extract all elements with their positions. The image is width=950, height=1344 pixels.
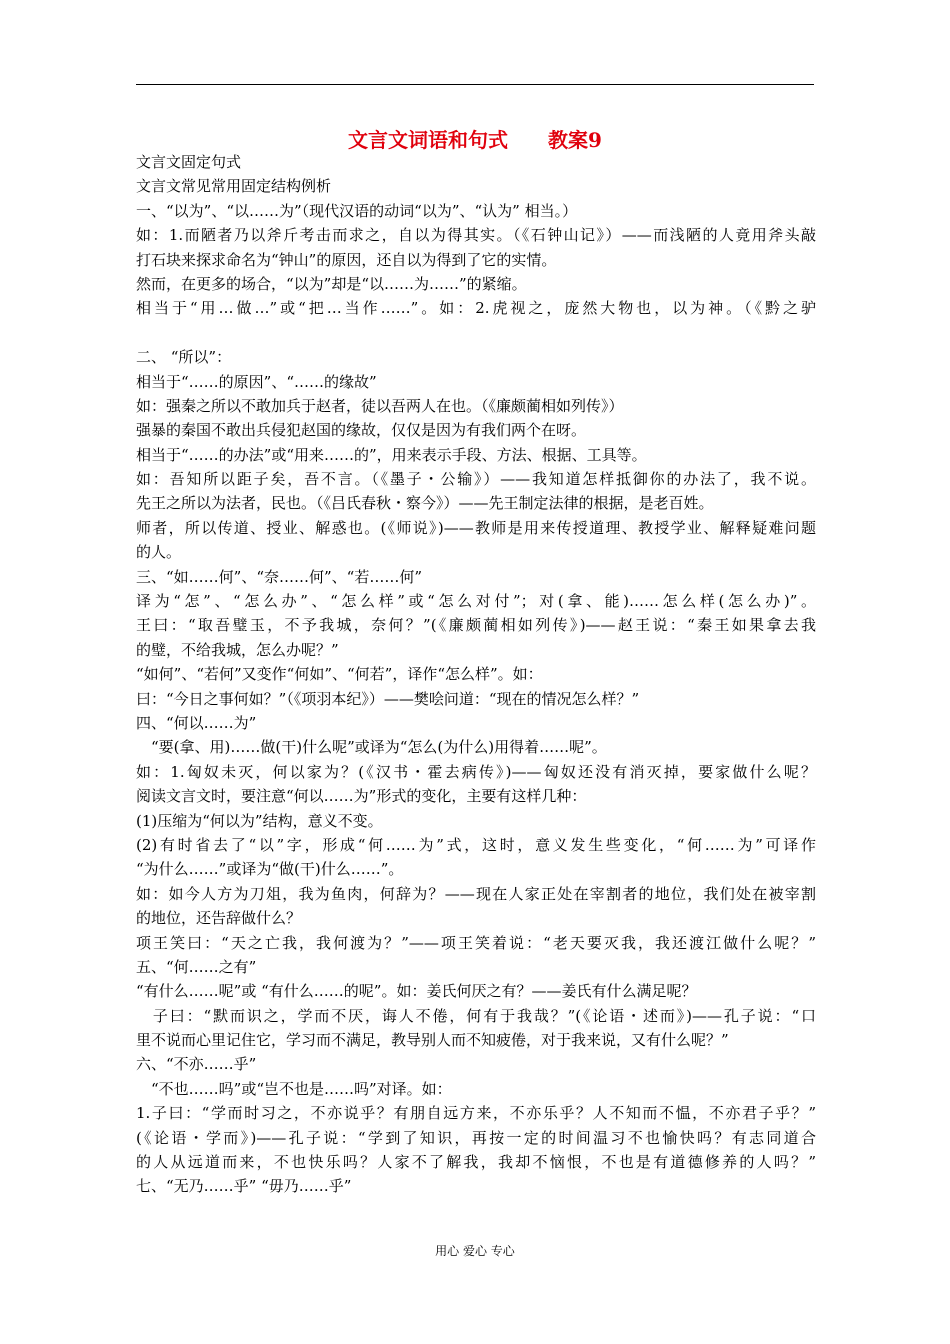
text-line: 相当于“……的办法”或“用来……的”，用来表示手段、方法、根据、工具等。 <box>136 445 647 464</box>
text-line: “有什么……呢”或 “有什么……的呢”。如：姜氏何厌之有？——姜氏有什么满足呢？ <box>136 982 697 1001</box>
page-footer: 用心 爱心 专心 <box>435 1244 515 1258</box>
text-line: 子曰：“默而识之，学而不厌，诲人不倦，何有于我哉？”(《论语・述而》)——孔子说：“口 <box>136 1006 816 1025</box>
text-line: 的人从远道而来，不也快乐吗？人家不了解我，我却不恼恨，不也是有道德修养的人吗？” <box>136 1153 816 1172</box>
text-line: 打石块来探求命名为“钟山”的原因，还自以为得到了它的实情。 <box>136 250 557 269</box>
text-line: (1)压缩为“何以为”结构，意义不变。 <box>136 811 383 830</box>
text-line: 曰：“今日之事何如？”（《项羽本纪》）——樊哙问道：“现在的情况怎么样？” <box>136 689 640 708</box>
text-line: 的人。 <box>136 543 182 562</box>
text-line: 四、“何以……为” <box>136 713 257 732</box>
text-line: 师者，所以传道、授业、解惑也。(《师说》)——教师是用来传授道理、教授学业、解释疑难问题 <box>136 518 816 537</box>
text-line: 先王之所以为法者，民也。（《吕氏春秋・察今》）——先王制定法律的根据，是老百姓。 <box>136 494 714 513</box>
text-line: 如：强秦之所以不敢加兵于赵者，徒以吾两人在也。（《廉颇蔺相如列传》） <box>136 396 624 415</box>
text-line <box>136 321 816 345</box>
text-line: 如：1.而陋者乃以斧斤考击而求之，自以为得其实。（《石钟山记》）——而浅陋的人竟用斧头敲 <box>136 226 816 245</box>
header-rule <box>136 84 814 85</box>
page-title: 文言文词语和句式 教案9 <box>348 128 602 152</box>
text-line: 里不说而心里记住它，学习而不满足，教导别人而不知疲倦，对于我来说，又有什么呢？” <box>136 1031 729 1050</box>
text-line: 王曰：“取吾璧玉，不予我城，奈何？”(《廉颇蔺相如列传》)——赵王说：“秦王如果拿去我 <box>136 616 816 635</box>
text-line: 阅读文言文时，要注意“何以……为”形式的变化，主要有这样几种： <box>136 787 587 806</box>
text-line: 1.子曰：“学而时习之，不亦说乎？有朋自远方来，不亦乐乎？人不知而不愠，不亦君子乎？” <box>136 1104 816 1123</box>
text-line: “如何”、“若何”又变作“何如”、“何若”，译作“怎么样”。如： <box>136 665 543 684</box>
text-line: 项王笑曰：“天之亡我，我何渡为？”——项王笑着说：“老天要灭我，我还渡江做什么呢？” <box>136 933 816 952</box>
text-line: 六、“不亦……乎” <box>136 1055 257 1074</box>
text-line: (《论语・学而》)——孔子说：“学到了知识，再按一定的时间温习不也愉快吗？有志同道合 <box>136 1128 816 1147</box>
text-line: 七、“无乃……乎” “毋乃……乎” <box>136 1177 352 1196</box>
text-line: “不也……吗”或“岂不也是……吗”对译。如： <box>136 1079 452 1098</box>
text-line: 三、“如……何”、“奈……何”、“若……何” <box>136 567 423 586</box>
text-line: “要(拿、用)……做(干)什么呢”或译为“怎么(为什么)用得着……呢”。 <box>136 738 607 757</box>
text-line: 如：如今人方为刀俎，我为鱼肉，何辞为？——现在人家正处在宰割者的地位，我们处在被宰割 <box>136 884 816 903</box>
text-line: 如：1.匈奴未灭，何以家为？(《汉书・霍去病传》)——匈奴还没有消灭掉，要家做什么呢？ <box>136 762 816 781</box>
text-line: 一、“以为”、“以……为”（现代汉语的动词“以为”、“认为” 相当。） <box>136 201 578 220</box>
text-line: 的地位，还告辞做什么？ <box>136 909 302 928</box>
text-line: 五、“何……之有” <box>136 957 257 976</box>
text-line: 强暴的秦国不敢出兵侵犯赵国的缘故，仅仅是因为有我们两个在呀。 <box>136 421 587 440</box>
text-line: 文言文固定句式 <box>136 153 242 171</box>
text-line: 如：吾知所以距子矣，吾不言。（《墨子・公输》）——我知道怎样抵御你的办法了，我不说。 <box>136 470 816 489</box>
text-line: “为什么……”或译为“做(干)什么……”。 <box>136 860 404 879</box>
text-line: 二、 “所以”： <box>136 348 232 367</box>
text-line: 译为“怎”、“怎么办”、“怎么样”或“怎么对付”；对(拿、能)……怎么样(怎么办)”。 <box>136 592 816 611</box>
text-line: 相当于“……的原因”、“……的缘故” <box>136 372 377 391</box>
text-line: 相当于“用…做…”或“把…当作……”。如：2.虎视之，庞然大物也，以为神。（《黔之驴 <box>136 299 816 318</box>
text-line: (2)有时省去了“以”字，形成“何……为”式，这时，意义发生些变化，“何……为”可译作 <box>136 835 816 854</box>
text-line: 文言文常见常用固定结构例析 <box>136 177 332 196</box>
document-body <box>136 150 816 1199</box>
text-line: 然而，在更多的场合，“以为”却是“以……为……”的紧缩。 <box>136 274 527 293</box>
text-line: 的璧，不给我城，怎么办呢？” <box>136 640 339 659</box>
